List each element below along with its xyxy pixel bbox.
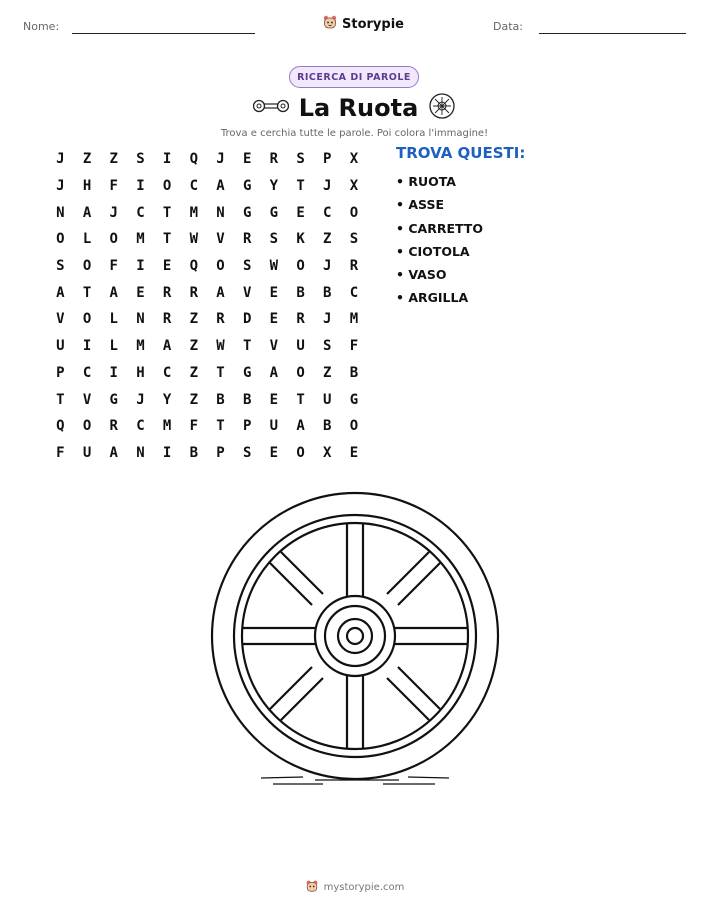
grid-letter[interactable]: O bbox=[296, 258, 305, 275]
grid-letter[interactable]: Z bbox=[82, 151, 92, 168]
grid-letter[interactable]: M bbox=[136, 338, 145, 355]
grid-letter[interactable]: W bbox=[269, 258, 279, 275]
grid-letter[interactable]: B bbox=[189, 444, 198, 461]
grid-letter[interactable]: V bbox=[56, 311, 65, 328]
word-item: • CARRETTO bbox=[396, 220, 483, 236]
grid-row bbox=[47, 226, 367, 253]
grid-letter[interactable]: J bbox=[323, 178, 332, 195]
grid-letter[interactable]: T bbox=[162, 204, 172, 221]
grid-letter[interactable]: J bbox=[323, 258, 332, 275]
grid-letter[interactable]: B bbox=[349, 364, 359, 381]
word-list bbox=[396, 144, 525, 310]
grid-letter[interactable]: G bbox=[349, 391, 359, 408]
grid-letter[interactable]: V bbox=[269, 338, 279, 355]
word-search-grid[interactable] bbox=[47, 146, 367, 466]
grid-letter[interactable]: Q bbox=[189, 258, 198, 275]
grid-letter[interactable]: E bbox=[269, 311, 279, 328]
grid-letter[interactable]: P bbox=[323, 151, 332, 168]
grid-row bbox=[47, 279, 367, 306]
grid-letter[interactable]: J bbox=[136, 391, 145, 408]
grid-row bbox=[47, 360, 367, 387]
grid-letter[interactable]: F bbox=[189, 418, 198, 435]
grid-row bbox=[47, 173, 367, 200]
grid-letter[interactable]: L bbox=[82, 231, 92, 248]
grid-letter[interactable]: S bbox=[323, 338, 332, 355]
grid-letter[interactable]: N bbox=[56, 204, 65, 221]
grid-letter[interactable]: T bbox=[82, 284, 92, 301]
grid-letter[interactable]: A bbox=[56, 284, 65, 301]
grid-letter[interactable]: I bbox=[136, 258, 145, 275]
grid-letter[interactable]: E bbox=[269, 391, 279, 408]
axle-icon bbox=[253, 94, 289, 122]
word-item: • RUOTA bbox=[396, 174, 456, 189]
name-label: Nome: bbox=[23, 20, 60, 33]
grid-letter[interactable]: S bbox=[242, 444, 252, 461]
grid-letter[interactable]: V bbox=[82, 391, 92, 408]
grid-letter[interactable]: J bbox=[216, 151, 225, 168]
grid-letter[interactable]: E bbox=[242, 151, 252, 168]
grid-letter[interactable]: X bbox=[323, 444, 332, 461]
grid-letter[interactable]: A bbox=[216, 284, 225, 301]
grid-letter[interactable]: I bbox=[162, 151, 172, 168]
grid-letter[interactable]: Z bbox=[189, 364, 198, 381]
grid-letter[interactable]: B bbox=[323, 418, 332, 435]
grid-letter[interactable]: H bbox=[82, 178, 92, 195]
grid-letter[interactable]: E bbox=[296, 204, 305, 221]
page-title: La Ruota bbox=[298, 94, 419, 122]
grid-letter[interactable]: G bbox=[242, 178, 252, 195]
grid-letter[interactable]: S bbox=[136, 151, 145, 168]
grid-letter[interactable]: A bbox=[109, 284, 118, 301]
grid-letter[interactable]: Z bbox=[189, 338, 198, 355]
wagon-wheel-illustration[interactable] bbox=[203, 488, 507, 794]
grid-letter[interactable]: S bbox=[56, 258, 65, 275]
grid-letter[interactable]: T bbox=[296, 391, 305, 408]
grid-letter[interactable]: E bbox=[349, 444, 359, 461]
title-row bbox=[0, 92, 709, 124]
date-label: Data: bbox=[493, 20, 523, 33]
grid-letter[interactable]: I bbox=[109, 364, 118, 381]
word-item: • ARGILLA bbox=[396, 290, 469, 306]
grid-letter[interactable]: S bbox=[269, 231, 279, 248]
grid-letter[interactable]: B bbox=[216, 391, 225, 408]
brand bbox=[322, 14, 404, 34]
grid-letter[interactable]: R bbox=[269, 151, 279, 168]
name-field[interactable] bbox=[72, 33, 255, 34]
grid-letter[interactable]: U bbox=[56, 338, 65, 355]
grid-letter[interactable]: I bbox=[82, 338, 92, 355]
grid-letter[interactable]: T bbox=[216, 418, 225, 435]
grid-letter[interactable]: R bbox=[296, 311, 305, 328]
footer-url[interactable]: mystorypie.com bbox=[323, 882, 405, 893]
grid-letter[interactable]: W bbox=[216, 338, 225, 355]
grid-letter[interactable]: N bbox=[136, 444, 145, 461]
grid-letter[interactable]: O bbox=[349, 204, 359, 221]
grid-row bbox=[47, 199, 367, 226]
grid-letter[interactable]: R bbox=[242, 231, 252, 248]
grid-letter[interactable]: L bbox=[109, 338, 118, 355]
grid-letter[interactable]: R bbox=[109, 418, 118, 435]
grid-letter[interactable]: G bbox=[269, 204, 279, 221]
grid-letter[interactable]: C bbox=[136, 418, 145, 435]
grid-letter[interactable]: X bbox=[349, 151, 359, 168]
grid-letter[interactable]: M bbox=[162, 418, 172, 435]
grid-letter[interactable]: T bbox=[56, 391, 65, 408]
grid-letter[interactable]: N bbox=[216, 204, 225, 221]
grid-letter[interactable]: O bbox=[296, 364, 305, 381]
grid-letter[interactable]: Y bbox=[269, 178, 279, 195]
grid-letter[interactable]: W bbox=[189, 231, 198, 248]
grid-letter[interactable]: C bbox=[189, 178, 198, 195]
storypie-logo-icon bbox=[305, 878, 319, 897]
grid-letter[interactable]: B bbox=[242, 391, 252, 408]
grid-letter[interactable]: F bbox=[56, 444, 65, 461]
grid-letter[interactable]: O bbox=[296, 444, 305, 461]
grid-letter[interactable]: U bbox=[269, 418, 279, 435]
grid-letter[interactable]: T bbox=[216, 364, 225, 381]
grid-letter[interactable]: B bbox=[296, 284, 305, 301]
grid-letter[interactable]: E bbox=[162, 258, 172, 275]
grid-letter[interactable]: J bbox=[323, 311, 332, 328]
grid-letter[interactable]: V bbox=[216, 231, 225, 248]
grid-letter[interactable]: P bbox=[216, 444, 225, 461]
grid-letter[interactable]: L bbox=[109, 311, 118, 328]
grid-letter[interactable]: C bbox=[349, 284, 359, 301]
grid-letter[interactable]: Z bbox=[189, 391, 198, 408]
grid-letter[interactable]: Q bbox=[189, 151, 198, 168]
grid-row bbox=[47, 146, 367, 173]
grid-letter[interactable]: U bbox=[82, 444, 92, 461]
grid-letter[interactable]: A bbox=[269, 364, 279, 381]
grid-letter[interactable]: C bbox=[162, 364, 172, 381]
bowl-icon bbox=[428, 92, 456, 124]
activity-badge: RICERCA DI PAROLE bbox=[289, 66, 419, 88]
grid-letter[interactable]: A bbox=[82, 204, 92, 221]
grid-letter[interactable]: Y bbox=[162, 391, 172, 408]
grid-letter[interactable]: R bbox=[349, 258, 359, 275]
grid-letter[interactable]: T bbox=[242, 338, 252, 355]
grid-letter[interactable]: O bbox=[56, 231, 65, 248]
word-list-title: TROVA QUESTI: bbox=[396, 144, 526, 162]
grid-letter[interactable]: P bbox=[56, 364, 65, 381]
grid-letter[interactable]: B bbox=[323, 284, 332, 301]
grid-letter[interactable]: O bbox=[349, 418, 359, 435]
grid-row bbox=[47, 333, 367, 360]
grid-letter[interactable]: V bbox=[242, 284, 252, 301]
grid-letter[interactable]: T bbox=[296, 178, 305, 195]
storypie-logo-icon bbox=[322, 14, 338, 34]
grid-letter[interactable]: M bbox=[189, 204, 198, 221]
grid-letter[interactable]: S bbox=[296, 151, 305, 168]
grid-letter[interactable]: O bbox=[109, 231, 118, 248]
grid-letter[interactable]: C bbox=[136, 204, 145, 221]
grid-letter[interactable]: C bbox=[82, 364, 92, 381]
grid-letter[interactable]: O bbox=[82, 311, 92, 328]
grid-letter[interactable]: T bbox=[162, 231, 172, 248]
grid-letter[interactable]: F bbox=[109, 258, 118, 275]
grid-letter[interactable]: S bbox=[349, 231, 359, 248]
grid-row bbox=[47, 253, 367, 280]
grid-letter[interactable]: U bbox=[296, 338, 305, 355]
grid-letter[interactable]: S bbox=[242, 258, 252, 275]
grid-row bbox=[47, 413, 367, 440]
grid-letter[interactable]: I bbox=[136, 178, 145, 195]
grid-letter[interactable]: I bbox=[162, 444, 172, 461]
grid-letter[interactable]: J bbox=[56, 178, 65, 195]
grid-letter[interactable]: A bbox=[109, 444, 118, 461]
grid-letter[interactable]: Z bbox=[323, 231, 332, 248]
footer bbox=[0, 878, 709, 897]
grid-row bbox=[47, 386, 367, 413]
grid-letter[interactable]: Q bbox=[56, 418, 65, 435]
grid-letter[interactable]: G bbox=[242, 204, 252, 221]
grid-letter[interactable]: A bbox=[296, 418, 305, 435]
grid-letter[interactable]: J bbox=[56, 151, 65, 168]
grid-letter[interactable]: Z bbox=[323, 364, 332, 381]
word-item: • ASSE bbox=[396, 197, 444, 213]
grid-letter[interactable]: Z bbox=[109, 151, 118, 168]
grid-letter[interactable]: H bbox=[136, 364, 145, 381]
grid-letter[interactable]: O bbox=[82, 418, 92, 435]
grid-letter[interactable]: O bbox=[216, 258, 225, 275]
grid-letter[interactable]: M bbox=[136, 231, 145, 248]
grid-letter[interactable]: R bbox=[216, 311, 225, 328]
grid-letter[interactable]: Z bbox=[189, 311, 198, 328]
grid-letter[interactable]: N bbox=[136, 311, 145, 328]
grid-letter[interactable]: E bbox=[136, 284, 145, 301]
grid-letter[interactable]: F bbox=[109, 178, 118, 195]
grid-row bbox=[47, 306, 367, 333]
grid-letter[interactable]: E bbox=[269, 444, 279, 461]
grid-letter[interactable]: O bbox=[82, 258, 92, 275]
grid-letter[interactable]: R bbox=[162, 311, 172, 328]
word-item: • VASO bbox=[396, 267, 447, 283]
grid-letter[interactable]: E bbox=[269, 284, 279, 301]
grid-letter[interactable]: A bbox=[162, 338, 172, 355]
grid-letter[interactable]: X bbox=[349, 178, 359, 195]
grid-letter[interactable]: F bbox=[349, 338, 359, 355]
grid-letter[interactable]: D bbox=[242, 311, 252, 328]
grid-letter[interactable]: K bbox=[296, 231, 305, 248]
date-field[interactable] bbox=[539, 33, 686, 34]
grid-letter[interactable]: O bbox=[162, 178, 172, 195]
brand-name: Storypie bbox=[342, 16, 404, 32]
grid-letter[interactable]: U bbox=[323, 391, 332, 408]
grid-letter[interactable]: R bbox=[189, 284, 198, 301]
grid-row bbox=[47, 440, 367, 467]
grid-letter[interactable]: A bbox=[216, 178, 225, 195]
grid-letter[interactable]: R bbox=[162, 284, 172, 301]
grid-letter[interactable]: M bbox=[349, 311, 359, 328]
grid-letter[interactable]: J bbox=[109, 204, 118, 221]
grid-letter[interactable]: P bbox=[242, 418, 252, 435]
word-item: • CIOTOLA bbox=[396, 243, 470, 259]
grid-letter[interactable]: G bbox=[242, 364, 252, 381]
grid-letter[interactable]: G bbox=[109, 391, 118, 408]
grid-letter[interactable]: C bbox=[323, 204, 332, 221]
instructions: Trova e cerchia tutte le parole. Poi colora l'immagine! bbox=[220, 128, 489, 139]
